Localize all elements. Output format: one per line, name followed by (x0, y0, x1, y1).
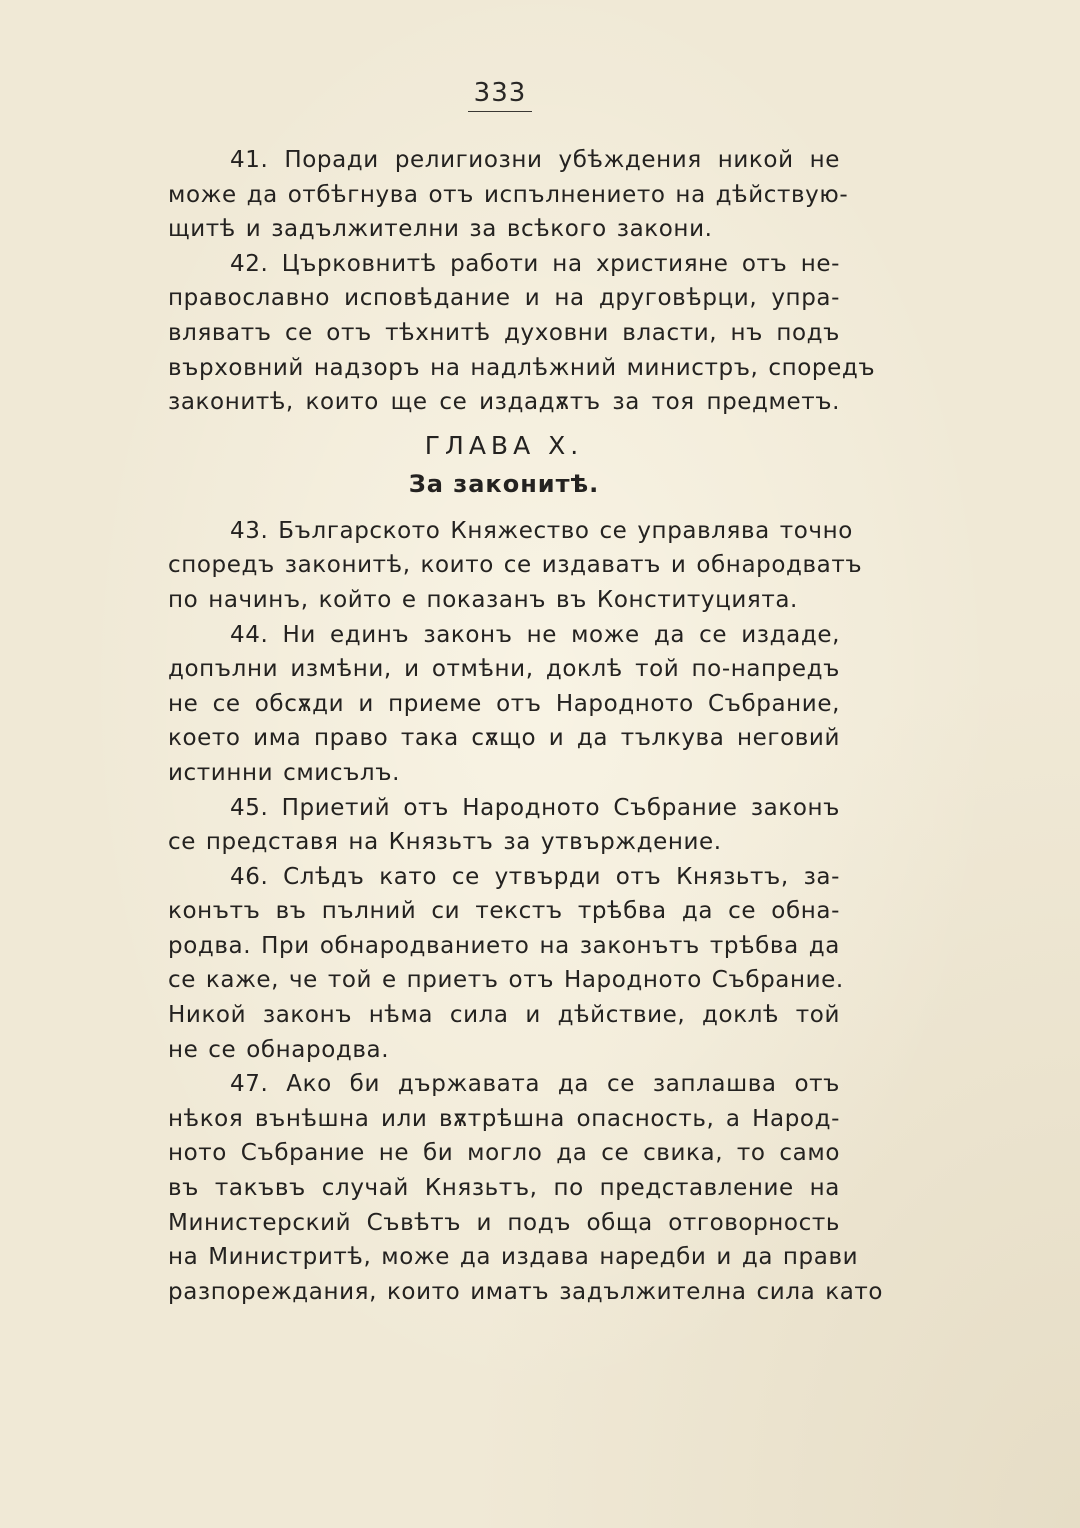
text-line: 41. Поради религиозни убѣждения никой не (230, 147, 840, 173)
text-line: Никой законъ нѣма сила и дѣйствие, доклѣ той (168, 1002, 840, 1029)
text-line: което има право така сѫщо и да тълкува неговий (168, 725, 840, 752)
page-number-text: 333 (468, 78, 533, 112)
text-line: православно исповѣдание и на друговѣрци, упра- (168, 285, 840, 312)
text-line: 43. Българското Княжество се управлява точно (230, 517, 853, 544)
text-line: не се обнародва. (168, 1036, 390, 1063)
text-line: законитѣ, които ще се издадѫтъ за тоя предметъ. (168, 389, 840, 416)
text-line: 46. Слѣдъ като се утвърди отъ Князьтъ, за- (230, 863, 840, 890)
text-line: 42. Църковнитѣ работи на християне отъ не- (230, 250, 840, 277)
chapter-subtitle: За законитѣ. (408, 469, 600, 498)
text-line: конътъ въ пълний си текстъ трѣбва да се обна- (168, 898, 840, 925)
text-line: Министерский Съвѣтъ и подъ обща отговорность (168, 1209, 840, 1236)
text-line: 44. Ни единъ законъ не може да се издаде, (230, 621, 840, 648)
text-line: родва. При обнародванието на законътъ трѣбва да (168, 932, 840, 959)
article-43 (168, 514, 863, 618)
article-46 (168, 860, 844, 1068)
page-number (0, 78, 1000, 112)
text-line: по начинъ, който е показанъ въ Конституцията. (168, 586, 798, 613)
text-line: може да отбѣгнува отъ испълнението на дѣйствую- (168, 181, 849, 208)
text-line: върховний надзоръ на надлѣжний министръ, споредъ (168, 354, 876, 381)
text-line: споредъ законитѣ, които се издаватъ и обнародватъ (168, 552, 863, 579)
text-line: нѣкоя вънѣшна или вѫтрѣшна опасность, а Народ- (168, 1105, 840, 1132)
chapter-title: ГЛАВА X. (424, 430, 584, 460)
article-41 (168, 143, 849, 247)
text-line: вляватъ се отъ тѣхнитѣ духовни власти, нъ подъ (168, 319, 840, 346)
text-line: се каже, че той е приетъ отъ Народното Събрание. (168, 967, 844, 994)
text-line: се представя на Князьтъ за утвърждение. (168, 829, 722, 856)
article-42 (168, 247, 876, 420)
text-line: ното Събрание не би могло да се свика, то само (168, 1140, 840, 1167)
text-line: въ такъвъ случай Князьтъ, по представление на (168, 1175, 840, 1202)
article-45 (168, 791, 840, 860)
text-line: 47. Ако би държавата да се заплашва отъ (230, 1071, 840, 1098)
article-44 (168, 618, 840, 791)
text-line: 45. Приетий отъ Народното Събрание законъ (230, 794, 840, 821)
text-line: истинни смисълъ. (168, 759, 400, 786)
text-line: не се обсѫди и приеме отъ Народното Събрание, (168, 690, 840, 717)
article-47 (168, 1067, 884, 1309)
text-line: на Министритѣ, може да издава наредби и да прави (168, 1244, 859, 1271)
text-line: допълни измѣни, и отмѣни, доклѣ той по-напредъ (168, 656, 840, 683)
text-line: щитѣ и задължителни за всѣкого закони. (168, 216, 713, 243)
body-text (168, 143, 884, 1309)
text-line: разпореждания, които иматъ задължителна сила като (168, 1278, 884, 1305)
